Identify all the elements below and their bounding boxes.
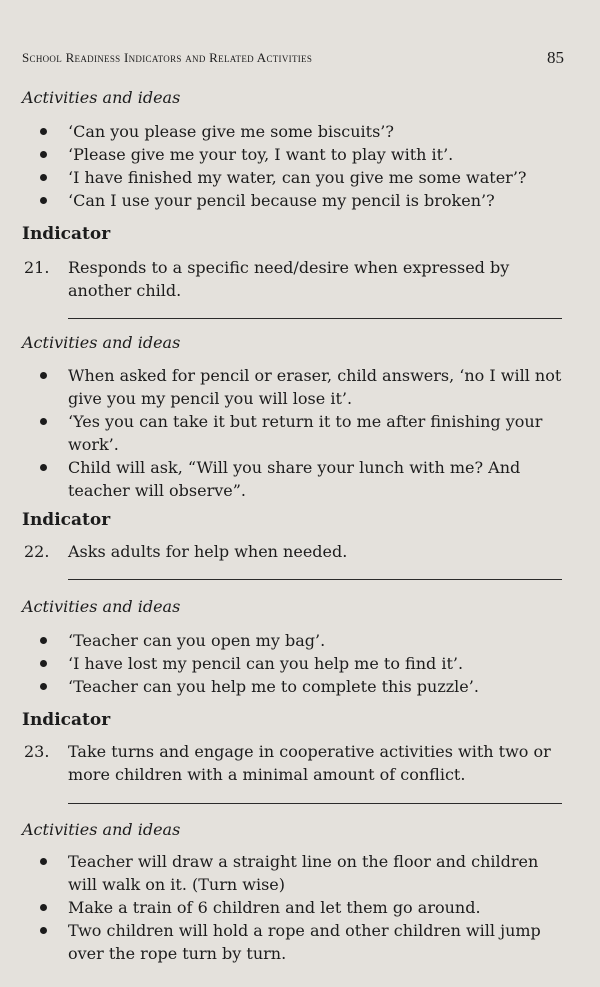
activity-item: Teacher will draw a straight line on the floor and children will walk on it. (Turn wise) bbox=[36, 850, 566, 896]
activity-item: ‘I have finished my water, can you give me some water’? bbox=[36, 166, 566, 189]
activities-heading: Activities and ideas bbox=[22, 820, 181, 839]
indicator-item-23 bbox=[24, 740, 564, 786]
activities-list bbox=[36, 629, 566, 698]
indicator-number: 23. bbox=[24, 742, 50, 761]
indicator-heading: Indicator bbox=[22, 710, 111, 730]
indicator-heading: Indicator bbox=[22, 510, 111, 530]
activity-item: ‘Teacher can you open my bag’. bbox=[36, 629, 566, 652]
indicator-text: Take turns and engage in cooperative activities with two or more children with a minimal amount of conflict. bbox=[68, 742, 551, 784]
activity-item: ‘Teacher can you help me to complete this puzzle’. bbox=[36, 675, 566, 698]
page-number: 85 bbox=[547, 48, 564, 67]
indicator-text: Asks adults for help when needed. bbox=[68, 542, 348, 561]
indicator-item-22 bbox=[24, 540, 564, 563]
answer-line bbox=[68, 803, 562, 804]
activities-heading: Activities and ideas bbox=[22, 597, 181, 616]
indicator-item-21 bbox=[24, 256, 564, 302]
answer-line bbox=[68, 579, 562, 580]
activity-item: Make a train of 6 children and let them go around. bbox=[36, 896, 566, 919]
activity-item: ‘Can I use your pencil because my pencil is broken’? bbox=[36, 189, 566, 212]
answer-line bbox=[68, 318, 562, 319]
activities-heading: Activities and ideas bbox=[22, 88, 181, 107]
activities-list bbox=[36, 120, 566, 212]
activity-item: ‘Please give me your toy, I want to play with it’. bbox=[36, 143, 566, 166]
activity-item: ‘Can you please give me some biscuits’? bbox=[36, 120, 566, 143]
activity-item: ‘Yes you can take it but return it to me after finishing your work’. bbox=[36, 410, 566, 456]
indicator-heading: Indicator bbox=[22, 224, 111, 244]
activity-item: ‘I have lost my pencil can you help me to find it’. bbox=[36, 652, 566, 675]
indicator-number: 21. bbox=[24, 258, 50, 277]
indicator-text: Responds to a specific need/desire when expressed by another child. bbox=[68, 258, 510, 300]
activities-list bbox=[36, 850, 566, 965]
activities-heading: Activities and ideas bbox=[22, 333, 181, 352]
activity-item: Two children will hold a rope and other children will jump over the rope turn by turn. bbox=[36, 919, 566, 965]
activity-item: Child will ask, “Will you share your lunch with me? And teacher will observe”. bbox=[36, 456, 566, 502]
indicator-number: 22. bbox=[24, 542, 50, 561]
activities-list bbox=[36, 364, 566, 502]
running-title: School Readiness Indicators and Related Activities bbox=[22, 50, 313, 65]
activity-item: When asked for pencil or eraser, child answers, ‘no I will not give you my pencil you will lose it’. bbox=[36, 364, 566, 410]
